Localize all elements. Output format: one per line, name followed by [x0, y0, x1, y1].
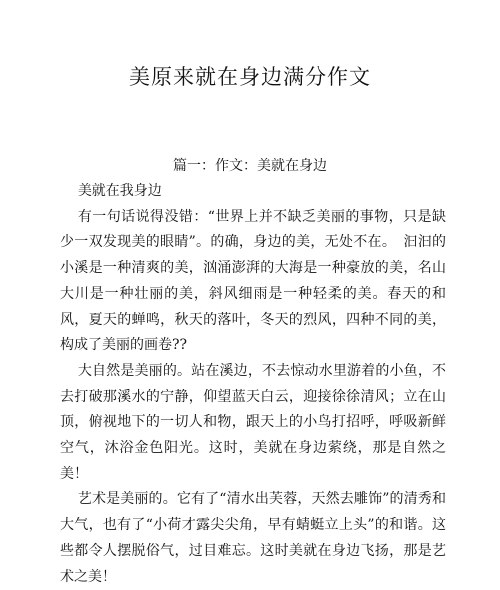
document-body	[60, 179, 446, 590]
document-title: 美原来就在身边满分作文	[129, 65, 371, 89]
section-heading: 篇一：作文：美就在身边	[173, 158, 327, 174]
paragraph: 大自然是美丽的。站在溪边，不去惊动水里游着的小鱼，不去打破那溪水的宁静，仰望蓝天白云，迎接徐徐清风；立在山顶，俯视地下的一切人和物，跟天上的小鸟打招呼，呼吸新鲜空气，沐浴金色阳光。这时，美就在身边萦绕，那是自然之美！	[60, 362, 446, 482]
paragraph: 有一句话说得没错：“世界上并不缺乏美丽的事物，只是缺少一双发现美的眼睛”。的确，身边的美，无处不在。 汩汩的小溪是一种清爽的美，汹涌澎湃的大海是一种豪放的美，名山大川是一种壮丽的美，斜风细雨是一种轻柔的美。春天的和风，夏天的蝉鸣，秋天的落叶，冬天的烈风，四种不同的美，构成了美丽的画卷??	[60, 208, 446, 354]
paragraph-subtitle: 美就在我身边	[77, 183, 162, 199]
paragraph: 艺术是美丽的。它有了“清水出芙蓉，天然去雕饰”的清秀和大气，也有了“小荷才露尖尖角，早有蜻蜓立上头”的和谐。这些都令人摆脱俗气，过目难忘。这时美就在身边飞扬，那是艺术之美！	[60, 491, 446, 585]
